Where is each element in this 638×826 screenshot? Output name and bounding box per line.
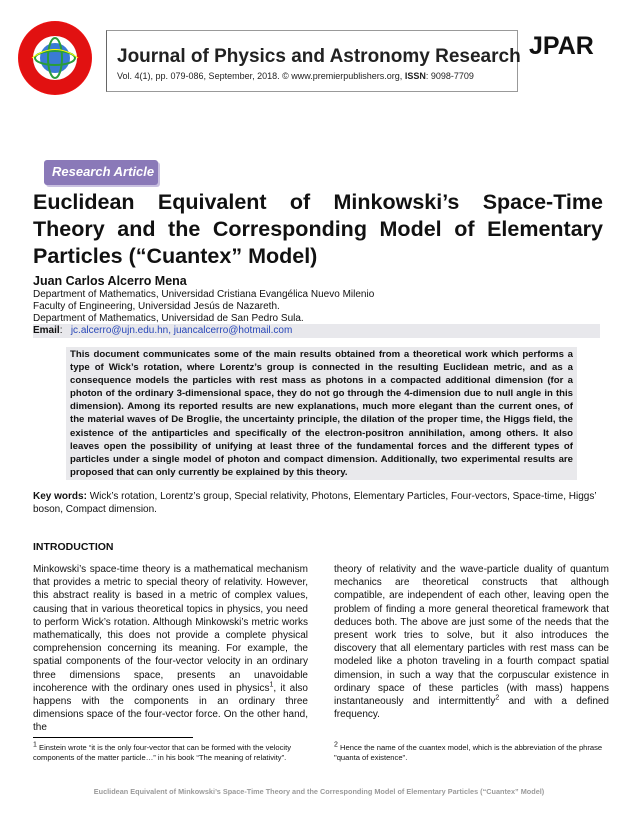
issn-label: ISSN [404, 71, 426, 81]
affiliation: Faculty of Engineering, Universidad Jesús de Nazareth. [33, 301, 280, 312]
article-type-label: Research Article [52, 164, 155, 179]
journal-info [117, 71, 474, 81]
footnote-ref[interactable]: 1 [269, 681, 274, 689]
publisher-logo [18, 21, 92, 95]
body-text: and with a defined frequency. [334, 696, 609, 721]
section-heading: INTRODUCTION [33, 541, 114, 553]
body-column-right [334, 563, 609, 721]
body-column-left [33, 563, 308, 735]
footnote-right [334, 743, 606, 763]
paper-title: Euclidean Equivalent of Minkowski’s Space-Time Theory and the Corresponding Model of Elementary Particles (“Cuantex” Model) [33, 190, 603, 268]
journal-abbrev: JPAR [529, 32, 594, 60]
body-text: theory of relativity and the wave-particle duality of quantum mechanics are theoretical constructs that although compatible, are independent of each other, leaving open the problem of finding a more general theoretical framework that deduces both. The above are just some of the needs that the present work tries to solve, but it also introduces the discovery that all elementary particles with rest mass can be modeled like a photon traveling in a fourth compact spatial dimension, in such a way that the corpuscular existence in ordinary space of these particles (with mass) happens instantaneously and intermittently [334, 564, 609, 708]
globe-icon [18, 21, 92, 95]
affiliation: Department of Mathematics, Universidad Cristiana Evangélica Nuevo Milenio [33, 289, 375, 300]
footnote-ref[interactable]: 2 [495, 694, 500, 702]
footnote-text: Hence the name of the cuantex model, which is the abbreviation of the phrase "quanta of existence". [334, 743, 603, 762]
article-type-badge [44, 160, 158, 185]
journal-volume: Vol. 4(1), pp. 079-086, September, 2018. © www.premierpublishers.org, [117, 71, 403, 81]
body-text: , it also happens with the components in an ordinary three dimensions space of the four-vector force. On the other hand, the [33, 682, 308, 734]
journal-title: Journal of Physics and Astronomy Research [117, 46, 521, 67]
abstract: This document communicates some of the main results obtained from a theoretical work which performs a type of Wick’s rotation, where Lorentz’s group is connected in the resulting Euclidean metric, and as a consequence models the particles with rest mass as photons in a compacted additional dimension (for a photon of the ordinary 3-dimensional space, they do not go through the 4-dimension due to null angle in this dimension). Among its reported results are new explanations, much more elegant than the current ones, of the material waves of De Broglie, the uncertainty principle, the dilation of the proper time, the Higgs field, the existence of the antiparticles and specifically of the electron-positron annihilation, among others. It also leaves open the possibility of unifying at least three of the fundamental forces and the different types of particles under a single model of photon and compact dimension. Additionally, two experimental results are proposed that can only currently be explained by this theory. [66, 347, 577, 480]
body-text: Minkowski’s space-time theory is a mathematical mechanism that provides a metric to special theory of relativity. However, this abstract reality is based in a metric of complex values, causing that in various theoretical topics in physics, you need to perform Wick’s rotation. Although Minkowski’s metric works mathematically, this does not provide a complete physical comprehension concerning its meaning. For example, the spatial components of the four-vector velocity in an ordinary three dimensions space, presents an unavoidable incoherence with the ordinary ones used in physics [33, 564, 308, 694]
email-link[interactable]: jc.alcerro@ujn.edu.hn, juancalcerro@hotmail.com [70, 325, 293, 336]
author-name: Juan Carlos Alcerro Mena [33, 274, 187, 288]
keywords [33, 490, 600, 516]
keywords-text: Wick’s rotation, Lorentz’s group, Special relativity, Photons, Elementary Particles, Four-vectors, Space-time, Higgs’ boson, Compact dimension. [33, 491, 597, 515]
email-label: Email [33, 325, 60, 336]
email-row: Email: jc.alcerro@ujn.edu.hn, juancalcerro@hotmail.com [33, 324, 600, 338]
issn-value: : 9098-7709 [425, 71, 474, 81]
footnote-text: Einstein wrote “it is the only four-vector that can be formed with the velocity components of the matter particle…” in his book “The meaning of relativity”. [33, 743, 291, 762]
affiliation: Department of Mathematics, Universidad de San Pedro Sula. [33, 313, 304, 324]
keywords-label: Key words: [33, 491, 87, 502]
footnote-divider [33, 737, 193, 738]
footnote-number: 2 [334, 741, 338, 749]
page-footer: Euclidean Equivalent of Minkowski’s Space-Time Theory and the Corresponding Model of Elementary Particles (“Cuantex” Model) [93, 787, 545, 796]
footnote-number: 1 [33, 741, 37, 749]
footnote-left [33, 743, 305, 763]
